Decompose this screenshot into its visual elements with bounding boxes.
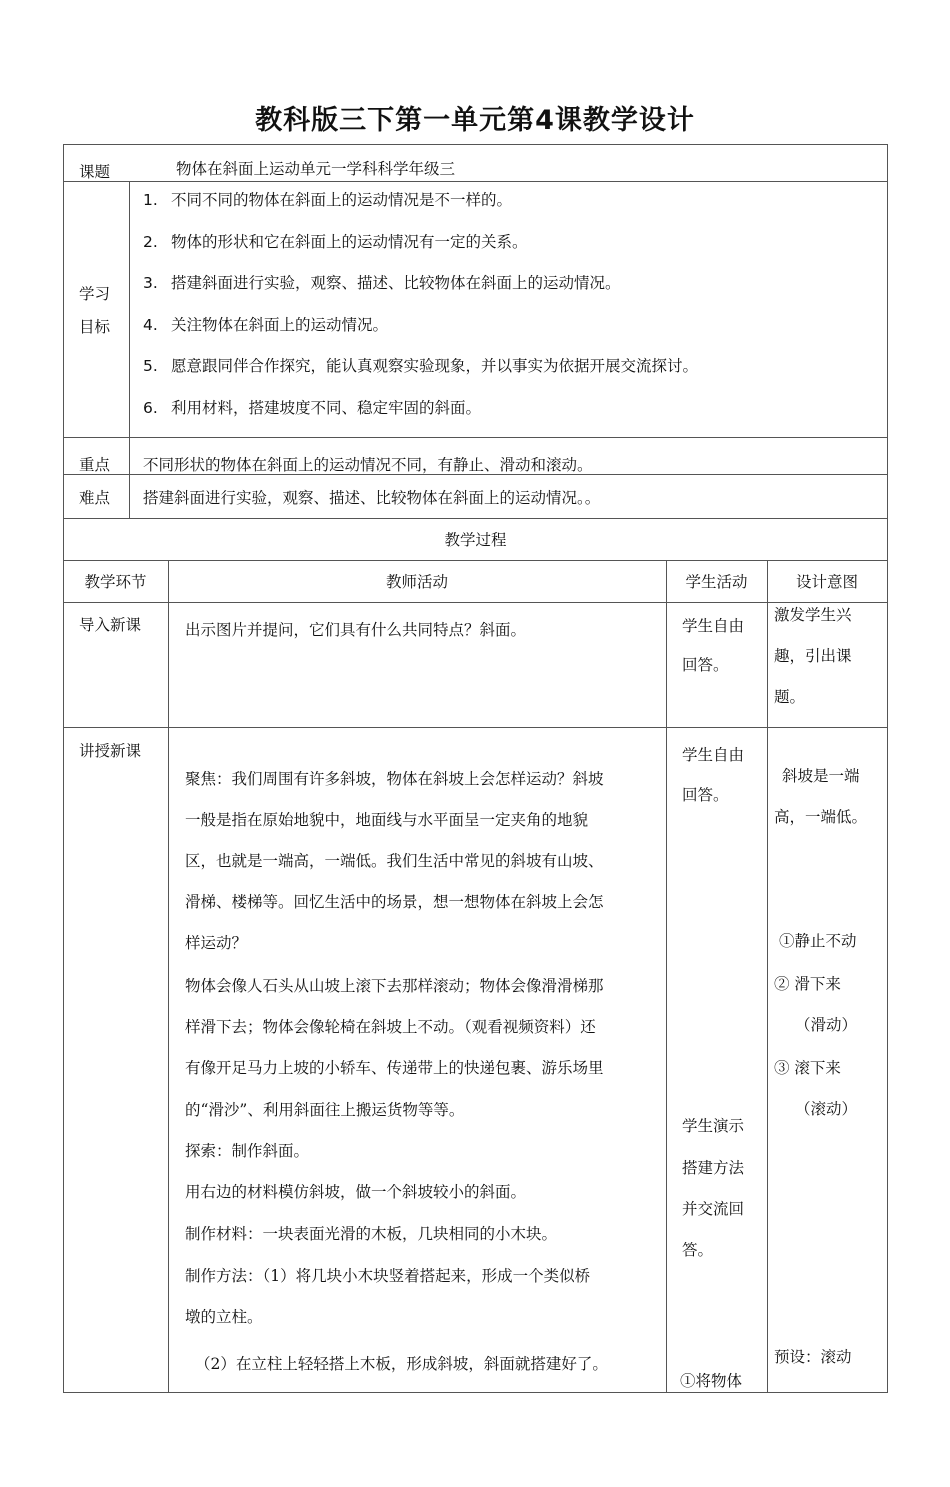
- key-point-label: 重点: [79, 456, 111, 474]
- goal-item: 不同不同的物体在斜面上的运动情况是不一样的。: [171, 191, 513, 209]
- stage-lecture: 讲授新课: [79, 742, 142, 760]
- stage-intro: 导入新课: [79, 616, 142, 634]
- teacher-activity-intro: 出示图片并提问，它们具有什么共同特点？斜面。: [185, 621, 527, 639]
- goal-number: 1.: [143, 191, 158, 209]
- design-intent-line: （滚动）: [795, 1100, 858, 1118]
- teacher-line: （2）在立柱上轻轻搭上木板，形成斜坡，斜面就搭建好了。: [195, 1355, 608, 1373]
- teacher-line: 样运动？: [185, 934, 248, 952]
- design-intent-line: 斜坡是一端: [782, 767, 860, 785]
- teacher-line: 墩的立柱。: [185, 1308, 263, 1326]
- goal-number: 4.: [143, 316, 158, 334]
- design-intent-line: ③ 滚下来: [774, 1059, 841, 1077]
- page-title: 教科版三下第一单元第4课教学设计: [255, 105, 695, 136]
- goal-item: 关注物体在斜面上的运动情况。: [171, 316, 389, 334]
- design-intent-line: ①静止不动: [779, 932, 857, 950]
- goals-label-2: 目标: [79, 318, 111, 336]
- goal-number: 5.: [143, 357, 158, 375]
- design-intent-line: （滑动）: [795, 1016, 858, 1034]
- student-activity-line: 学生自由: [682, 617, 745, 635]
- goal-item: 愿意跟同伴合作探究，能认真观察实验现象，并以事实为依据开展交流探讨。: [171, 357, 699, 375]
- design-intent-line: 题。: [774, 688, 806, 706]
- teacher-line: 制作方法：（1）将几块小木块竖着搭起来，形成一个类似桥: [185, 1267, 591, 1285]
- column-header-student: 学生活动: [685, 573, 748, 591]
- student-activity-line: 回答。: [682, 656, 729, 674]
- topic-value: 物体在斜面上运动单元一学科科学年级三: [176, 160, 456, 178]
- design-intent-line: ② 滑下来: [774, 975, 841, 993]
- teacher-line: 区，也就是一端高，一端低。我们生活中常见的斜坡有山坡、: [185, 852, 604, 870]
- design-intent-line: 预设：滚动: [774, 1348, 852, 1366]
- process-heading: 教学过程: [444, 531, 507, 549]
- student-activity-line: 回答。: [682, 786, 729, 804]
- student-activity-line: 并交流回: [682, 1200, 745, 1218]
- topic-label: 课题: [79, 163, 111, 181]
- design-intent-line: 激发学生兴: [774, 606, 852, 624]
- key-point-value: 不同形状的物体在斜面上的运动情况不同，有静止、滑动和滚动。: [143, 456, 593, 474]
- teacher-line: 物体会像人石头从山坡上滚下去那样滚动；物体会像滑滑梯那: [185, 977, 604, 995]
- teacher-line: 用右边的材料模仿斜坡，做一个斜坡较小的斜面。: [185, 1183, 527, 1201]
- student-activity-line: 学生自由: [682, 746, 745, 764]
- goal-item: 搭建斜面进行实验，观察、描述、比较物体在斜面上的运动情况。: [171, 274, 621, 292]
- goal-item: 利用材料，搭建坡度不同、稳定牢固的斜面。: [171, 399, 482, 417]
- design-intent-line: 趣，引出课: [774, 647, 852, 665]
- student-activity-line: 搭建方法: [682, 1159, 745, 1177]
- student-activity-line: 学生演示: [682, 1117, 745, 1135]
- column-header-teacher: 教师活动: [385, 573, 448, 591]
- goal-number: 2.: [143, 233, 158, 251]
- student-activity-line: ①将物体: [680, 1372, 743, 1390]
- teacher-line: 滑梯、楼梯等。回忆生活中的场景，想一想物体在斜坡上会怎: [185, 893, 604, 911]
- goal-number: 6.: [143, 399, 158, 417]
- teacher-line: 一般是指在原始地貌中，地面线与水平面呈一定夹角的地貌: [185, 811, 589, 829]
- teacher-line: 的“滑沙”、利用斜面往上搬运货物等等。: [185, 1101, 465, 1119]
- teacher-line: 有像开足马力上坡的小轿车、传递带上的快递包裹、游乐场里: [185, 1059, 604, 1077]
- difficult-point-value: 搭建斜面进行实验，观察、描述、比较物体在斜面上的运动情况。。: [143, 489, 601, 507]
- goal-number: 3.: [143, 274, 158, 292]
- design-intent-line: 高，一端低。: [774, 808, 868, 826]
- teacher-line: 制作材料：一块表面光滑的木板，几块相同的小木块。: [185, 1225, 558, 1243]
- teacher-line: 聚焦：我们周围有许多斜坡，物体在斜坡上会怎样运动？斜坡: [185, 770, 604, 788]
- difficult-point-label: 难点: [79, 489, 111, 507]
- column-header-stage: 教学环节: [84, 573, 147, 591]
- teacher-line: 探索：制作斜面。: [185, 1142, 310, 1160]
- goal-item: 物体的形状和它在斜面上的运动情况有一定的关系。: [171, 233, 528, 251]
- goals-label-1: 学习: [79, 285, 111, 303]
- student-activity-line: 答。: [682, 1241, 714, 1259]
- teacher-line: 样滑下去；物体会像轮椅在斜坡上不动。（观看视频资料）还: [185, 1018, 596, 1036]
- column-header-intent: 设计意图: [795, 573, 858, 591]
